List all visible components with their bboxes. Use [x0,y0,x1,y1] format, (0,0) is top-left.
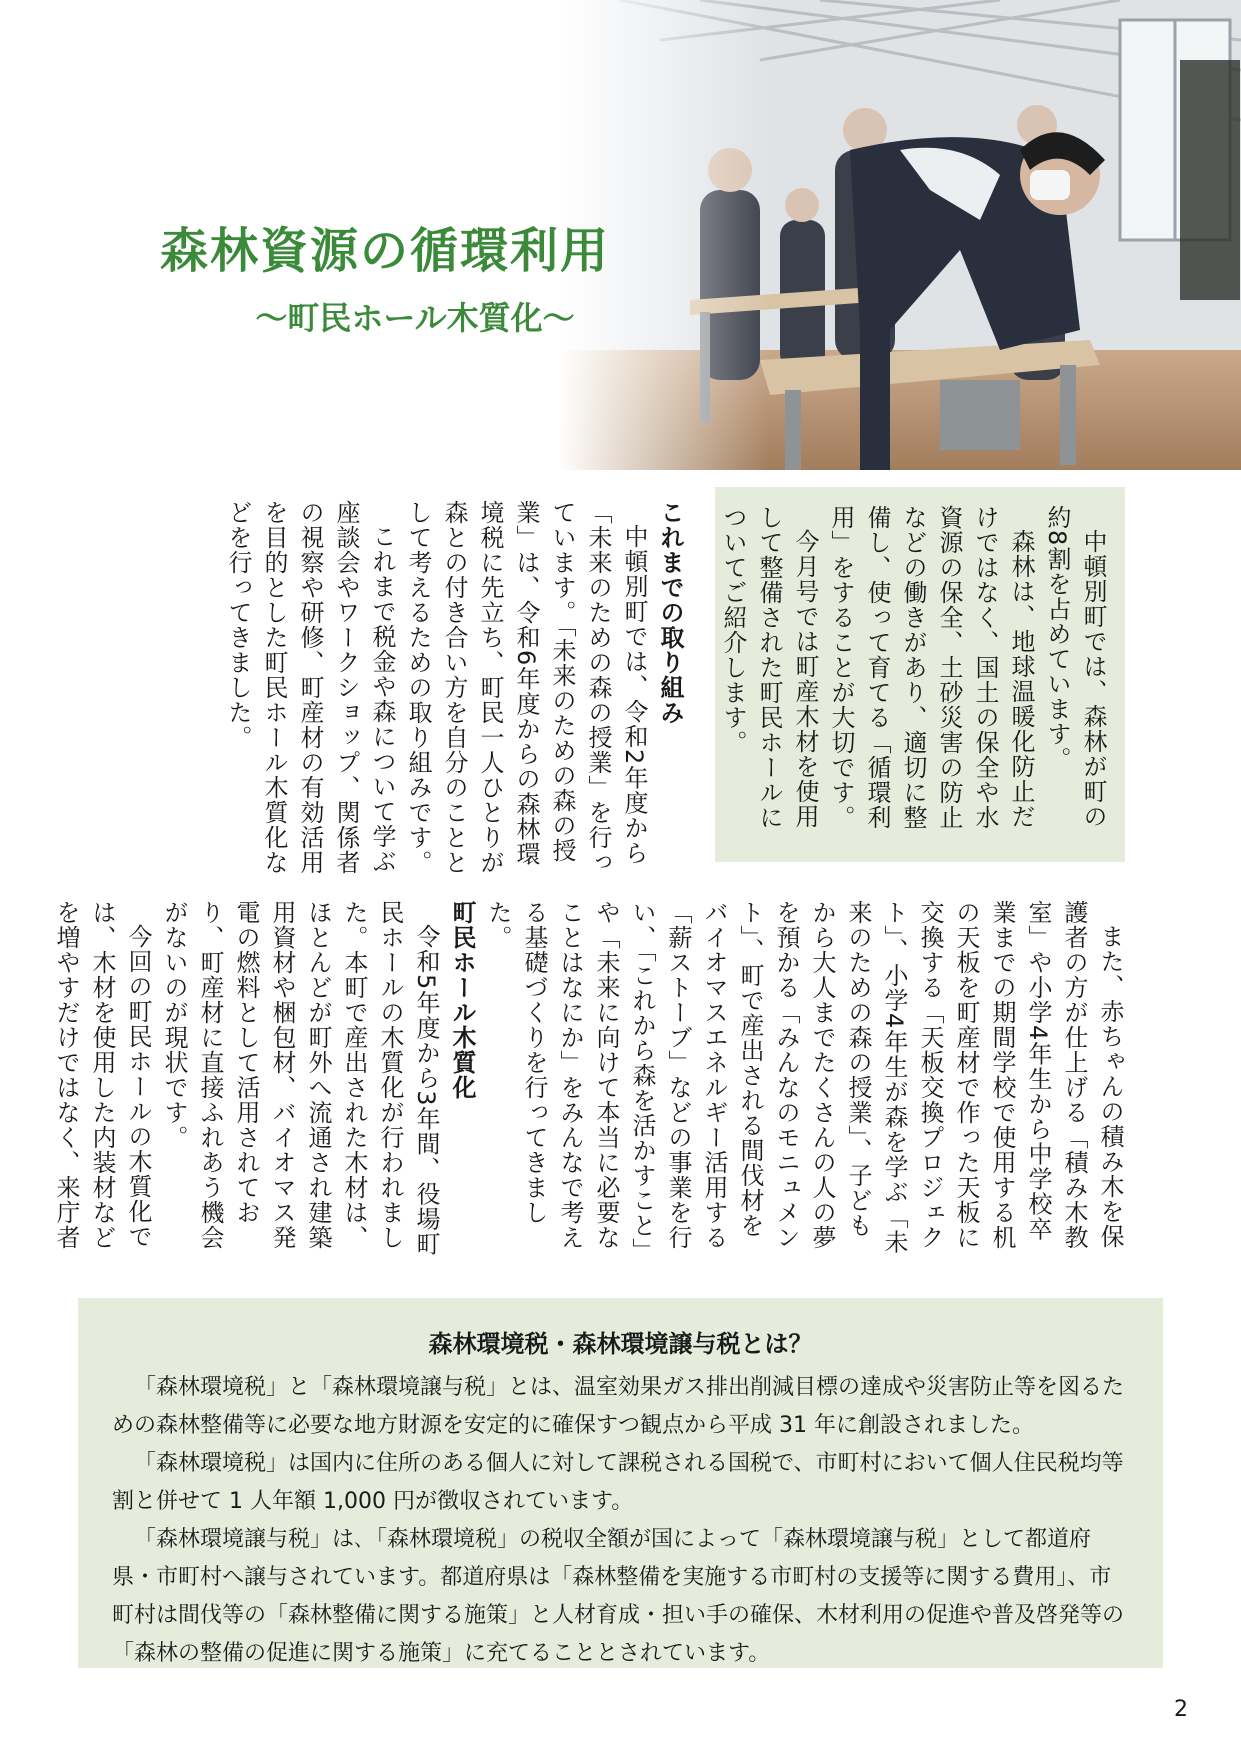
intro-paragraph: 森林は、地球温暖化防止だけではなく、国土の保全や水資源の保全、土砂災害の防止などの働きがあり、適切に整備し、使って育てる「循環利用」をすることが大切です。 [827,505,1035,830]
body-paragraph: 中頓別町では、令和2年度から「未来のための森の授業」を行っています。「未来のための森の授業」は、令和6年度からの森林環境税に先立ち、町民一人ひとりが森との付き合い方を自分のこととして考えるための取り組みです。 [404,500,648,875]
body-paragraph: これまで税金や森について学ぶ座談会やワークショップ、関係者の視察や研修、町産材の有効活用を目的とした町民ホール木質化などを行ってきました。 [224,500,396,875]
body-column-bottom [52,900,1128,1260]
section-heading: 町民ホール木質化 [448,900,476,1100]
tax-info-paragraph: 「森林環境税」と「森林環境譲与税」とは、温室効果ガス排出削減目標の達成や災害防止等を図るための森林整備等に必要な地方財源を安定的に確保すつ観点から平成 31 年に創設されました。 [112,1375,1125,1438]
title-block [150,212,620,339]
tax-info-title: 森林環境税・森林環境譲与税とは？ [428,1330,813,1358]
section-heading: これまでの取り組み [656,500,684,725]
body-column-top [98,500,688,875]
intro-paragraph: 中頓別町では、森林が町の約8割を占めています。 [1043,505,1107,829]
body-paragraph: また、赤ちゃんの積み木を保護者の方が仕上げる「積み木教室」や小学4年生から中学校卒業までの期間学校で使用する机の天板を町産材で作った天板に交換する「天板交換プロジェクト」、小学4年生が森を学ぶ「未来のための森の授業」、子どもから大人までたくさんの人の夢を預かる「みんなのモニュメント」、町で産出される間伐材をバイオマスエネルギー活用する「薪ストーブ」などの事業を行い、「これから森を活かすこと」や「未来に向けて本当に必要なことはなにか」をみんなで考える基礎づくりを行ってきました。 [484,900,1124,1255]
body-paragraph: 令和5年度から3年間、役場町民ホールの木質化が行われました。本町で産出された木材は、ほとんどが町外へ流通され建築用資材や梱包材、バイオマス発電の燃料として活用されており、町産材に直接ふれあう機会がないのが現状です。 [160,900,440,1257]
intro-box [715,487,1125,862]
tax-info-box [78,1298,1163,1668]
intro-paragraph: 今月号では町産木材を使用して整備された町民ホールについてご紹介します。 [719,505,819,830]
page-subtitle: 〜町民ホール木質化〜 [255,299,575,337]
page-number: 2 [1174,1697,1188,1722]
body-paragraph: 今回の町民ホールの木質化では、木材を使用した内装材などを増やすだけではなく、来庁者 [52,900,152,1250]
hero-section [0,0,1241,470]
page-title: 森林資源の循環利用 [159,223,610,279]
tax-info-paragraph: 「森林環境税」は国内に住所のある個人に対して課税される国税で、市町村において個人住民税均等割と併せて 1 人年額 1,000 円が徴収されています。 [112,1451,1124,1514]
tax-info-paragraph: 「森林環境譲与税」は､「森林環境税」の税収全額が国によって「森林環境譲与税」として都道府県・市町村へ譲与されています。都道府県は「森林整備を実施する市町村の支援等に関する費用」、市町村は間伐等の「森林整備に関する施策」と人材育成・担い手の確保、木材利用の促進や普及啓発等の「森林の整備の促進に関する施策」に充てることとされています。 [112,1527,1125,1666]
